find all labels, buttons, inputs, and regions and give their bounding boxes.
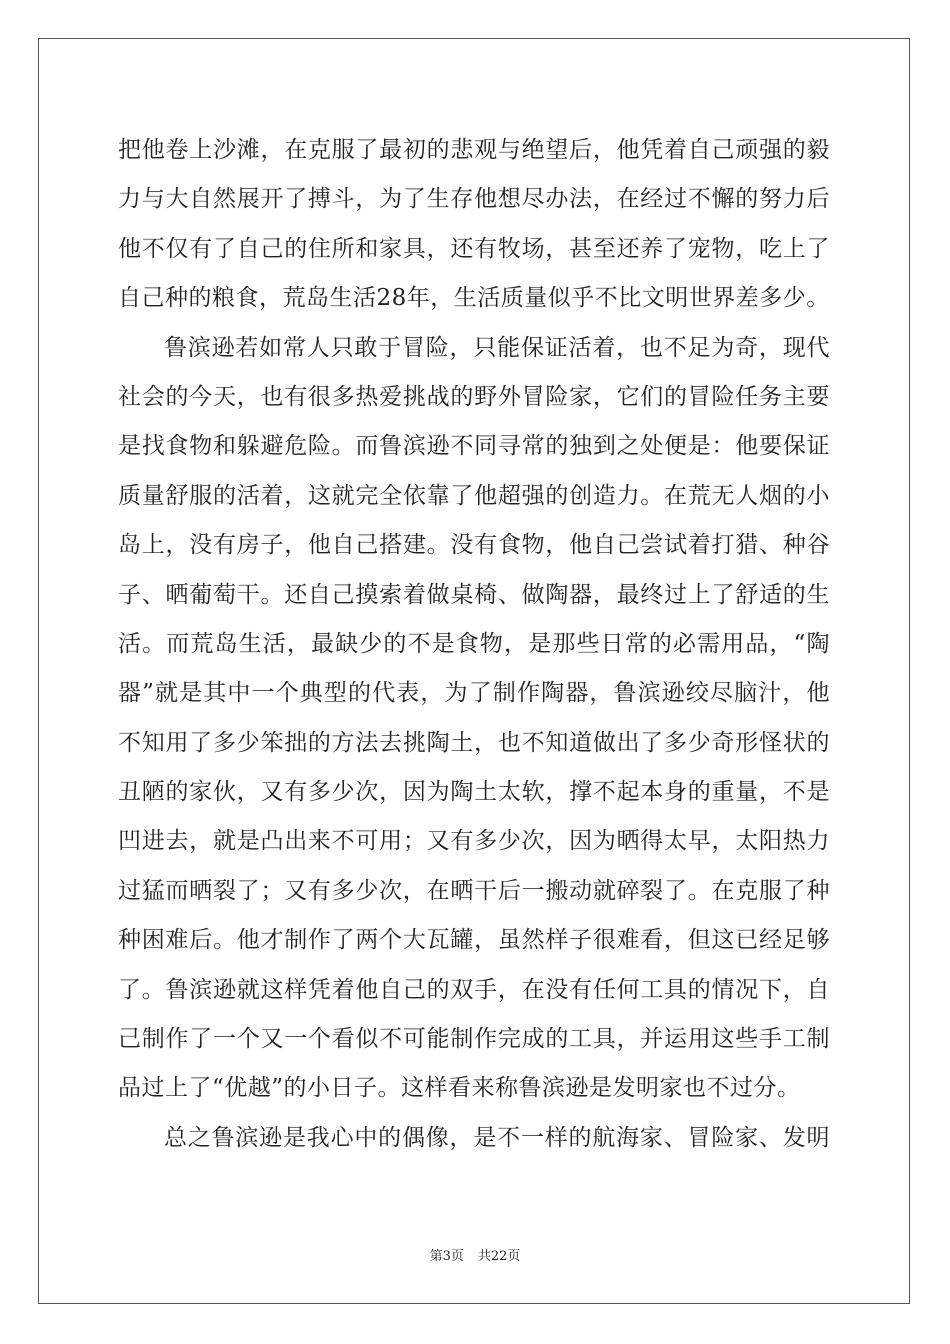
document-body	[118, 126, 830, 1163]
page-total: 共22页	[477, 1249, 521, 1264]
text-line: 总之鲁滨逊是我心中的偶像，是不一样的航海家、冒险家、发明	[164, 1124, 830, 1151]
text-line: 己制作了一个又一个看似不可能制作完成的工具，并运用这些手工制	[118, 1026, 830, 1053]
page-number: 第3页	[429, 1249, 464, 1264]
text-line: 器”就是其中一个典型的代表，为了制作陶器，鲁滨逊绞尽脑汁，他	[118, 680, 830, 707]
text-line: 活。而荒岛生活，最缺少的不是食物，是那些日常的必需用品，“陶	[118, 630, 830, 657]
text-line: 凹进去，就是凸出来不可用；又有多少次，因为晒得太早，太阳热力	[118, 828, 830, 855]
text-line: 力与大自然展开了搏斗，为了生存他想尽办法，在经过不懈的努力后	[118, 186, 830, 213]
text-line: 子、晒葡萄干。还自己摸索着做桌椅、做陶器，最终过上了舒适的生	[118, 581, 830, 608]
text-line: 自己种的粮食，荒岛生活28年，生活质量似乎不比文明世界差多少。	[118, 285, 830, 312]
text-line: 丑陋的家伙，又有多少次，因为陶土太软，撑不起本身的重量，不是	[118, 779, 830, 806]
text-line: 种困难后。他才制作了两个大瓦罐，虽然样子很难看，但这已经足够	[118, 927, 830, 954]
text-line: 他不仅有了自己的住所和家具，还有牧场，甚至还养了宠物，吃上了	[118, 235, 830, 262]
text-line: 质量舒服的活着，这就完全依靠了他超强的创造力。在荒无人烟的小	[118, 482, 830, 509]
text-line: 过猛而晒裂了；又有多少次，在晒干后一搬动就碎裂了。在克服了种	[118, 877, 830, 904]
text-line: 把他卷上沙滩，在克服了最初的悲观与绝望后，他凭着自己顽强的毅	[118, 137, 830, 163]
page-footer	[0, 1245, 950, 1264]
text-line: 鲁滨逊若如常人只敢于冒险，只能保证活着，也不足为奇，现代	[164, 334, 830, 361]
text-line: 社会的今天，也有很多热爱挑战的野外冒险家，它们的冒险任务主要	[118, 383, 830, 410]
text-line: 品过上了“优越”的小日子。这样看来称鲁滨逊是发明家也不过分。	[118, 1075, 801, 1102]
text-line: 是找食物和躲避危险。而鲁滨逊不同寻常的独到之处便是：他要保证	[118, 433, 830, 460]
text-line: 了。鲁滨逊就这样凭着他自己的双手，在没有任何工具的情况下，自	[118, 976, 830, 1003]
text-line: 岛上，没有房子，他自己搭建。没有食物，他自己尝试着打猎、种谷	[118, 532, 830, 559]
text-line: 不知用了多少笨拙的方法去挑陶土，也不知道做出了多少奇形怪状的	[118, 729, 830, 756]
